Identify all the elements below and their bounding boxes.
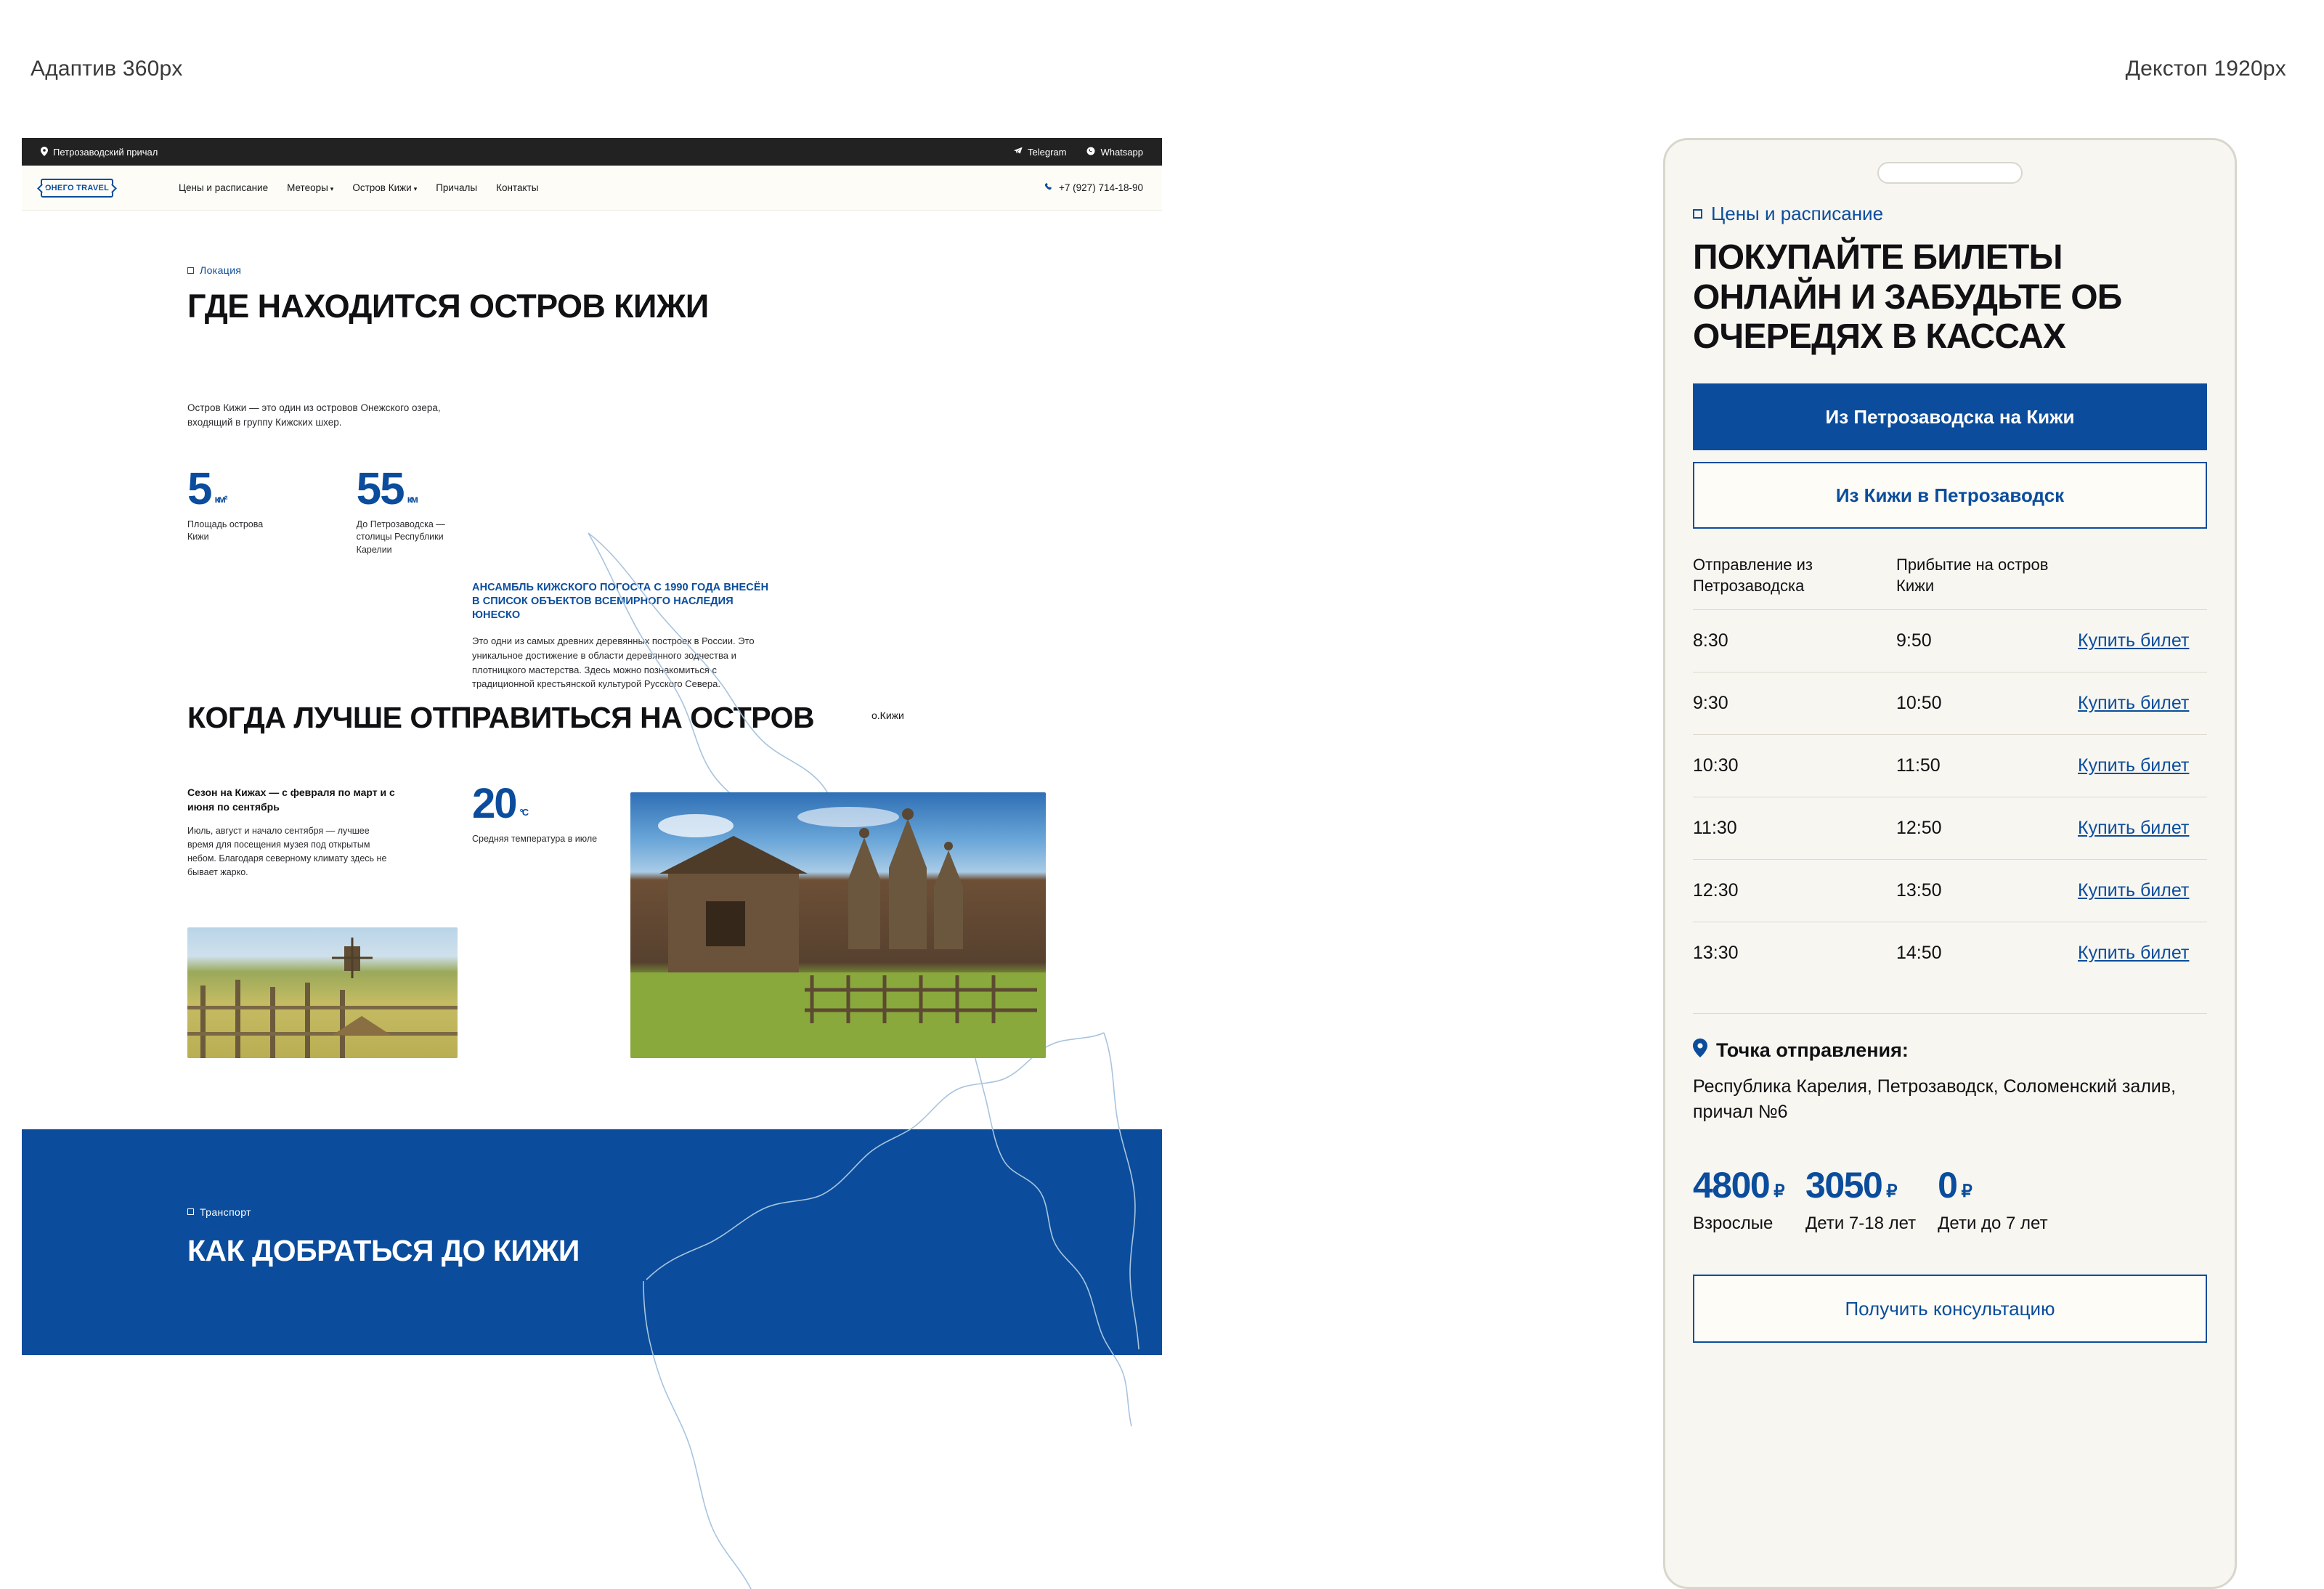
cell-arrival: 10:50 [1896,693,1942,714]
price-children-under-7 [1938,1164,2047,1234]
temperature-unit: °С [519,807,528,818]
cell-departure: 8:30 [1693,630,1728,651]
cell-arrival: 12:50 [1896,818,1942,839]
table-row [1693,922,2207,984]
price-adults-caption: Взрослые [1693,1214,1774,1234]
temperature-caption: Средняя температура в июле [472,833,598,844]
price-children-under-7-caption: Дети до 7 лет [1938,1214,2048,1234]
buy-ticket-link[interactable]: Купить билет [2078,693,2190,714]
cell-departure: 12:30 [1693,880,1739,901]
tab-from-kizhi[interactable]: Из Кижи в Петрозаводск [1693,462,2207,529]
location-section [22,211,1162,1097]
photo-meadow [187,927,458,1058]
column-header-arrival: Прибытие на остров Кижи [1896,556,2049,595]
price-children-under-7-value: 0 [1938,1165,1957,1206]
phone-notch [1877,162,2023,184]
site-logo[interactable]: ОНЕГО TRAVEL [41,179,113,198]
transport-eyebrow-label: Транспорт [200,1206,251,1218]
cell-departure: 9:30 [1693,693,1728,714]
mobile-eyebrow [1693,203,2207,225]
photo-kizhi-church [630,792,1046,1058]
main-nav [179,182,538,193]
table-row [1693,672,2207,734]
location-left-column [187,401,472,557]
buy-ticket-link[interactable]: Купить билет [2078,630,2190,651]
buy-ticket-link[interactable]: Купить билет [2078,755,2190,776]
location-figures [187,464,472,556]
map-island-label: о.Кижи [871,709,904,721]
figure-distance-caption: До Петрозаводска — столицы Республики Карелии [356,519,445,555]
nav-item-contacts[interactable]: Контакты [496,182,539,193]
table-row [1693,609,2207,672]
table-row [1693,734,2207,797]
figure-distance-unit: км [407,493,418,505]
location-eyebrow-label: Локация [200,264,242,276]
figure-area-unit: км² [214,493,227,505]
location-eyebrow [187,264,1162,276]
cell-departure: 13:30 [1693,943,1739,964]
figure-area-value: 5 [187,464,211,515]
header-phone-link[interactable] [1044,182,1143,193]
temperature-block [472,779,603,846]
price-children-7-18-value: 3050 [1805,1165,1882,1206]
table-row [1693,859,2207,922]
unesco-block [472,581,777,691]
unesco-heading: АНСАМБЛЬ КИЖСКОГО ПОГОСТА С 1990 ГОДА ВНЕСЁН В СПИСОК ОБЪЕКТОВ ВСЕМИРНОГО НАСЛЕДИЯ ЮНЕСКО [472,581,769,621]
topbar-location[interactable] [41,147,158,158]
topbar-telegram-label: Telegram [1027,146,1067,158]
nav-item-kizhi[interactable]: Остров Кижи ▾ [352,182,418,193]
price-children-7-18 [1805,1164,1916,1234]
topbar-location-label: Петрозаводский причал [53,146,158,158]
square-bullet-icon [187,1208,194,1215]
price-children-under-7-currency: ₽ [1961,1182,1972,1202]
buy-ticket-link[interactable]: Купить билет [2078,880,2190,901]
mobile-page-mock [1663,138,2237,1589]
buy-ticket-link[interactable]: Купить билет [2078,943,2190,964]
figure-area-caption: Площадь острова Кижи [187,519,264,542]
nav-item-prices[interactable]: Цены и расписание [179,182,269,193]
page-title: ГДЕ НАХОДИТСЯ ОСТРОВ КИЖИ [187,288,709,325]
schedule-table-header [1693,555,2207,609]
price-adults-currency: ₽ [1774,1182,1784,1202]
topbar-whatsapp-link[interactable] [1086,147,1143,158]
header-phone-label: +7 (927) 714-18-90 [1059,182,1143,193]
cell-arrival: 9:50 [1896,630,1932,651]
figure-area [187,464,287,556]
telegram-icon [1014,147,1023,157]
mobile-page-title: ПОКУПАЙТЕ БИЛЕТЫ ОНЛАЙН И ЗАБУДЬТЕ ОБ ОЧЕРЕДЯХ В КАССАХ [1693,238,2122,357]
season-subtitle: Сезон на Кижах — с февраля по март и с июня по сентябрь [187,786,395,813]
square-bullet-icon [187,267,194,274]
temperature-value: 20 [472,779,516,827]
mobile-eyebrow-label: Цены и расписание [1711,203,1884,224]
transport-title: КАК ДОБРАТЬСЯ ДО КИЖИ [187,1233,580,1267]
chevron-down-icon: ▾ [413,185,418,192]
price-children-7-18-currency: ₽ [1886,1182,1897,1202]
season-section [22,702,1162,1097]
departure-point-title-label: Точка отправления: [1716,1039,1909,1062]
season-body: Июль, август и начало сентября — лучшее время для посещения музея под открытым небом. Благодаря северному климату здесь не бывает жарко. [187,826,387,878]
column-header-departure: Отправление из Петрозаводска [1693,556,1813,595]
desktop-page-mock [22,138,1162,1589]
buy-ticket-link[interactable]: Купить билет [2078,818,2190,839]
price-list [1693,1164,2207,1234]
price-adults [1693,1164,1784,1234]
figure-distance-value: 55 [356,464,404,515]
location-lead-text: Остров Кижи — это один из островов Онежского озера, входящий в группу Кижских шхер. [187,402,441,428]
church-illustration [630,792,1046,1058]
top-utility-bar [22,138,1162,166]
cell-departure: 11:30 [1693,818,1737,839]
topbar-telegram-link[interactable] [1014,147,1066,158]
pin-icon [41,147,48,158]
tab-from-petrozavodsk[interactable]: Из Петрозаводска на Кижи [1693,383,2207,450]
price-adults-value: 4800 [1693,1165,1770,1206]
phone-icon [1044,182,1053,193]
departure-point-block [1693,1013,2207,1125]
table-row [1693,797,2207,859]
cell-arrival: 13:50 [1896,880,1942,901]
pin-icon [1693,1039,1707,1062]
square-bullet-icon [1693,209,1702,219]
cell-arrival: 11:50 [1896,755,1941,776]
season-title: КОГДА ЛУЧШЕ ОТПРАВИТЬСЯ НА ОСТРОВ [187,700,815,734]
windmill-illustration [187,927,458,1058]
nav-item-piers[interactable]: Причалы [436,182,478,193]
mobile-breakpoint-label: Адаптив 360px [31,57,183,81]
schedule-table [1693,555,2207,984]
unesco-body: Это одни из самых древних деревянных построек в России. Это уникальное достижение в области деревянного зодчества и плотницкого мастерства. Здесь можно познакомиться с традиционной крестьянской культурой Русского Севера. [472,635,755,690]
figure-distance [356,464,472,556]
cell-arrival: 14:50 [1896,943,1942,964]
site-header [22,166,1162,211]
season-text-block [187,785,405,880]
whatsapp-icon [1086,147,1095,157]
departure-point-title [1693,1039,2207,1062]
desktop-breakpoint-label: Декстоп 1920px [2125,57,2286,81]
chevron-down-icon: ▾ [330,185,334,192]
topbar-whatsapp-label: Whatsapp [1100,146,1143,158]
cell-departure: 10:30 [1693,755,1739,776]
transport-eyebrow [187,1206,1162,1218]
price-children-7-18-caption: Дети 7-18 лет [1805,1214,1917,1234]
departure-point-address: Республика Карелия, Петрозаводск, Соломенский залив, причал №6 [1693,1076,2177,1123]
transport-section [22,1129,1162,1355]
get-consultation-button[interactable]: Получить консультацию [1693,1275,2207,1343]
nav-item-meteors[interactable]: Метеоры ▾ [287,182,334,193]
